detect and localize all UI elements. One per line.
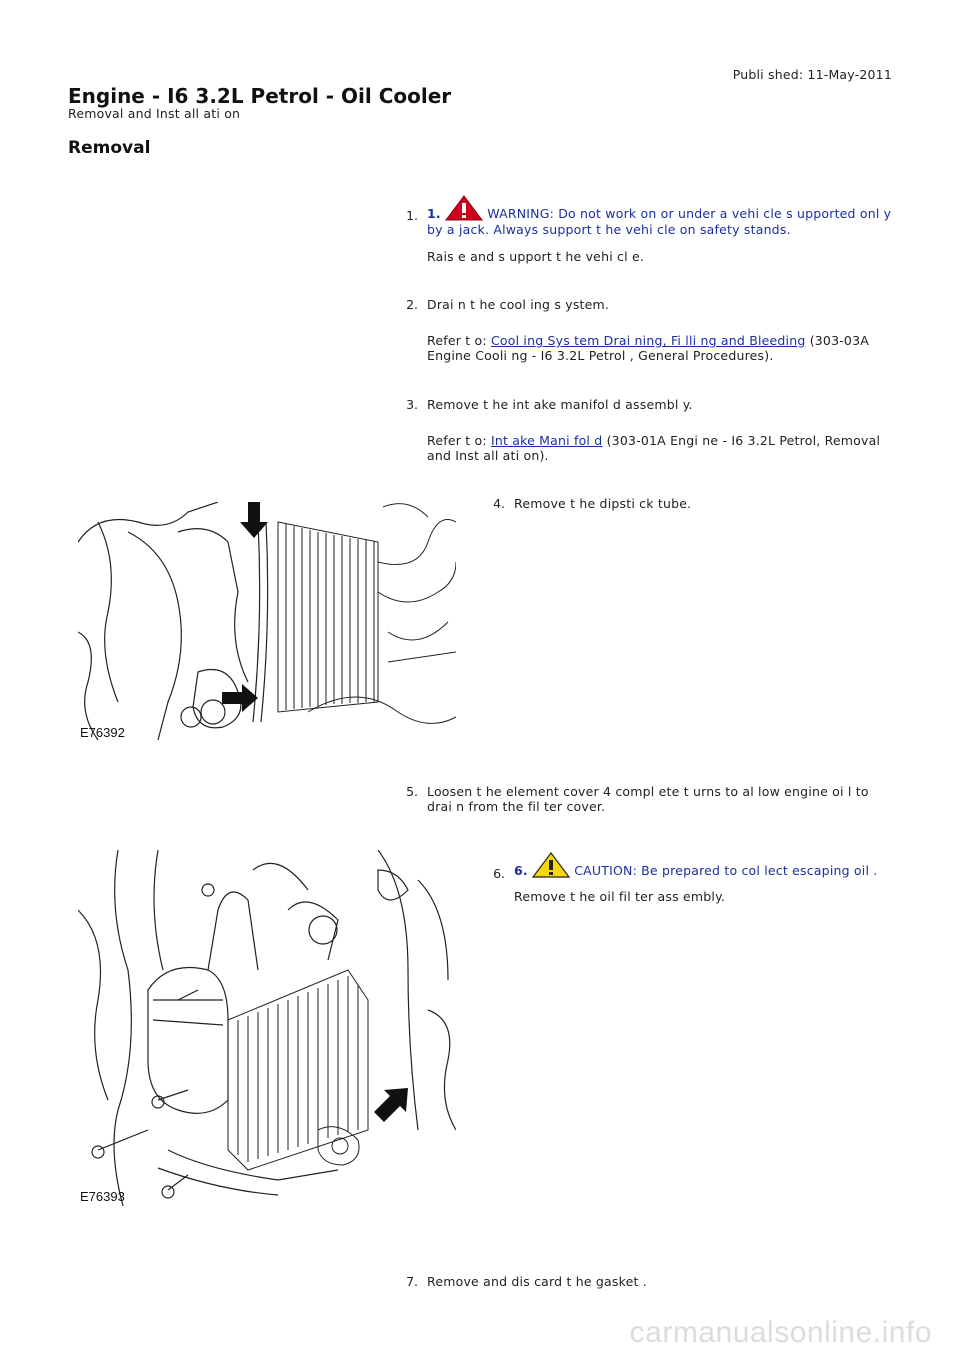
watermark: carmanualsonline.info [629, 1316, 932, 1349]
published-date: Publi shed: 11-May-2011 [732, 67, 892, 82]
step-2-refer [427, 333, 869, 348]
section-heading: Removal [68, 138, 151, 158]
step-2-refer-line2: Engine Cooli ng - I6 3.2L Petrol , General Procedures). [427, 348, 774, 363]
step-3-refer-suffix: (303-01A Engi ne - I6 3.2L Petrol, Removal [606, 433, 881, 448]
figure-e76393-drawing [78, 850, 456, 1206]
step-6-body: Remove t he oil fil ter ass embly. [514, 889, 726, 904]
step-3-refer-line2: and Inst all ati on). [427, 448, 549, 463]
step-6-caution-text: CAUTION: Be prepared to col lect escaping oil . [574, 863, 878, 878]
step-2-refer-suffix: (303-03A [809, 333, 869, 348]
arrow-icon [374, 1088, 408, 1122]
step-5-line2: drai n from the fil ter cover. [427, 799, 606, 814]
intake-manifold-link[interactable]: Int ake Mani fol d [490, 433, 603, 448]
step-1-body: Rais e and s upport t he vehi cl e. [427, 249, 645, 264]
cooling-system-link[interactable]: Cool ing Sys tem Drai ning, Fi lli ng and Bleeding [490, 333, 806, 348]
step-2-refer-prefix: Refer t o: [427, 333, 487, 348]
step-1-warning-line2: by a jack. Always support t he vehi cle on safety stands. [427, 222, 791, 237]
step-3-text: Remove t he int ake manifol d assembl y. [427, 397, 693, 412]
step-number-6: 6. [493, 866, 505, 881]
step-1-warning [427, 195, 891, 224]
step-number-4: 4. [493, 496, 505, 511]
page-title: Engine - I6 3.2L Petrol - Oil Cooler [68, 84, 452, 108]
step-5-text: Loosen t he element cover 4 compl ete t urns to al low engine oi l to [427, 784, 869, 799]
step-6-caution [514, 852, 877, 881]
step-1-warning-text: WARNING: Do not work on or under a vehi cle s upported onl y [487, 206, 892, 221]
step-6-label: 6. [514, 863, 528, 878]
step-number-1: 1. [406, 208, 418, 223]
step-4-text: Remove t he dipsti ck tube. [514, 496, 692, 511]
step-2-text: Drai n t he cool ing s ystem. [427, 297, 610, 312]
step-number-2: 2. [406, 297, 418, 312]
step-1-label: 1. [427, 206, 441, 221]
step-number-3: 3. [406, 397, 418, 412]
figure-label-2: E76393 [80, 1189, 125, 1204]
step-3-refer-prefix: Refer t o: [427, 433, 487, 448]
arrow-icon [240, 502, 268, 538]
figure-e76393 [78, 850, 456, 1206]
step-number-5: 5. [406, 784, 418, 799]
step-7-text: Remove and dis card t he gasket . [427, 1274, 647, 1289]
step-3-refer [427, 433, 880, 448]
figure-e76392-drawing [78, 502, 456, 742]
figure-label-1: E76392 [80, 725, 125, 740]
step-number-7: 7. [406, 1274, 418, 1289]
figure-e76392 [78, 502, 456, 742]
warning-triangle-icon [445, 195, 483, 224]
page-subtitle: Removal and Inst all ati on [68, 106, 241, 121]
caution-triangle-icon [532, 852, 570, 881]
